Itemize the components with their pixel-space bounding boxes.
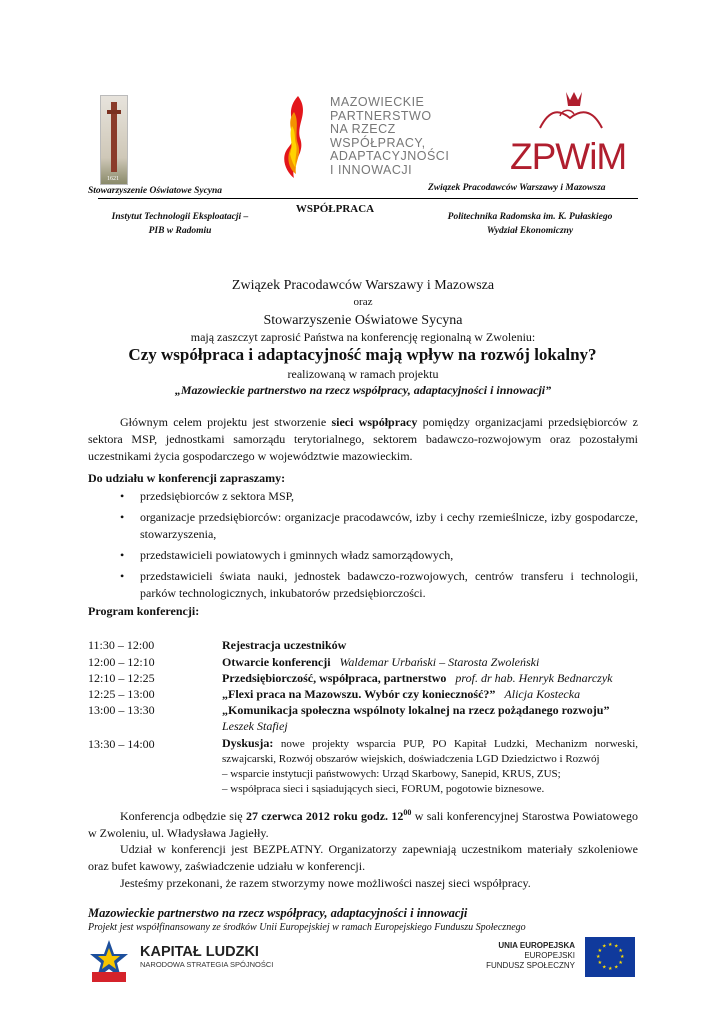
program-title: „Flexi praca na Mazowszu. Wybór czy konieczność?” [222,687,496,701]
svg-text:★: ★ [602,964,607,971]
goal-paragraph: Głównym celem projektu jest stworzenie sieci współpracy pomiędzy organizacjami przedsiębiorców z sektora MSP, jednostkami samorządu terytorialnego, sektorem badawczo-rozwojowym oraz pozostałymi uczestnikami życia gospodarczego w województwie mazowieckim. [88,415,638,463]
program-speaker: Waldemar Urbański – Starosta Zwoleński [339,655,540,669]
cooperation-label: WSPÓŁPRACA [295,203,375,215]
realized-text: realizowaną w ramach projektu [287,367,439,381]
mp-logo-text: MAZOWIECKIE PARTNERSTWO NA RZECZ WSPÓŁPRACY, ADAPTACYJNOŚCI I INNOWACJI [330,95,450,177]
svg-text:★: ★ [618,960,623,966]
program-time: 12:10 – 12:25 [88,671,155,685]
invited-list [88,488,638,606]
program-speaker: prof. dr hab. Henryk Bednarczyk [455,671,613,685]
sycyna-tower-logo [100,95,126,183]
org2-heading: Stowarzyszenie Oświatowe Sycyna [263,313,463,328]
venue-paragraph: Konferencja odbędzie się 27 czerwca 2012 roku godz. $12^{00}$ w sali konferencyjnej Starostwa Powiatowego w Zwoleniu, ul. Władysława Jagiełły. [88,808,638,840]
svg-text:★: ★ [596,954,601,960]
kapital-ludzki-logo [88,938,130,984]
program-time: 12:25 – 13:00 [88,687,155,701]
conference-title: Czy współpraca i adaptacyjność mają wpływ na rozwój lokalny? [128,345,597,364]
org1-heading: Związek Pracodawców Warszawy i Mazowsza [231,278,495,293]
belief-paragraph: Jesteśmy przekonani, że razem stworzymy nowe możliwości naszej sieci współpracy. [120,876,531,890]
zpwim-caption: Związek Pracodawców Warszawy i Mazowsza [428,183,606,193]
program-heading: Program konferencji: [88,604,200,618]
footer-cofinanced: Projekt jest współfinansowany ze środków Unii Europejskiej w ramach Europejskiego Funduszu Społecznego [88,922,526,933]
program-speaker: Leszek Stafiej [222,719,288,733]
zpwim-logo [510,88,630,188]
program-title: Rejestracja uczestników [222,638,347,652]
eu-text: UNIA EUROPEJSKA EUROPEJSKI FUNDUSZ SPOŁECZNY [486,941,575,970]
discussion-line: – wsparcie instytucji państwowych: Urząd Skarbowy, Sanepid, KRUS, ZUS; [222,768,561,780]
discussion-line: szwajcarski, Rozwój obszarów wiejskich, doświadczenia LGD Dziedzictwo i Rozwój [222,753,600,765]
eu-flag-icon [585,937,635,977]
invite-text: mają zaszczyt zaprosić Państwa na konferencję regionalną w Zwoleniu: [190,330,536,344]
project-name: „Mazowieckie partnerstwo na rzecz współpracy, adaptacyjności i innowacji” [174,383,552,397]
discussion-line: – współpraca sieci i sąsiadujących sieci, FORUM, pogotowie biznesowe. [222,783,545,795]
program-speaker: Alicja Kostecka [504,687,581,701]
program-title: „Komunikacja społeczna wspólnoty lokalnej na rzecz pożądanego rozwoju” [222,703,610,717]
svg-text:★: ★ [597,948,603,954]
partner-left: Instytut Technologii Eksploatacji – PIB w Radomiu [111,212,249,236]
kapital-ludzki-text: KAPITAŁ LUDZKI NARODOWA STRATEGIA SPÓJNOŚCI [140,944,274,969]
list-item: • przedstawicieli powiatowych i gminnych władz samorządowych, [88,547,638,564]
svg-text:★: ★ [620,954,625,960]
sycyna-caption: Stowarzyszenie Oświatowe Sycyna [88,186,223,196]
svg-text:★: ★ [614,964,619,971]
mazowieckie-partnerstwo-logo [270,92,450,182]
program-title: Przedsiębiorczość, współpraca, partnerstwo [222,671,447,685]
logo-year: 1621 [107,176,119,182]
svg-text:★: ★ [597,960,603,966]
partner-right: Politechnika Radomska im. K. Pułaskiego Wydział Ekonomiczny [447,212,613,236]
footer-project-title: Mazowieckie partnerstwo na rzecz współpracy, adaptacyjności i innowacji [88,906,468,920]
invited-heading: Do udziału w konferencji zapraszamy: [88,471,286,485]
header-divider [98,198,638,199]
program-time: 12:00 – 12:10 [88,655,155,669]
svg-text:★: ★ [614,943,619,950]
program-title: Otwarcie konferencji [222,655,331,669]
svg-text:★: ★ [608,966,613,972]
oraz-text: oraz [353,296,373,308]
discussion-line: nowe projekty wsparcia PUP, PO Kapitał Ludzki, Mechanizm norweski, [280,738,638,750]
goal-bold: sieci współpracy [331,415,418,429]
list-item: • organizacje przedsiębiorców: organizacje pracodawców, izby i cechy rzemieślnicze, izby gospodarcze, stowarzyszenia, [88,509,638,543]
svg-text:★: ★ [608,942,613,948]
list-item: • przedstawicieli świata nauki, jednostek badawczo-rozwojowych, centrów transferu i technologii, parków technologicznych, inkubatorów przedsiębiorczości. [88,568,638,602]
list-item: • przedsiębiorców z sektora MSP, [88,488,638,505]
program-time: 13:30 – 14:00 [88,737,155,751]
program-title: Dyskusja: [222,736,274,750]
svg-text:★: ★ [602,943,607,950]
program-time: 11:30 – 12:00 [88,638,155,652]
svg-text:★: ★ [618,948,623,954]
program-time: 13:00 – 13:30 [88,703,155,717]
zpwim-logo-text: ZPWiM [510,136,627,177]
venue-date: 27 czerwca 2012 roku godz. $12^{00}$ [245,808,412,823]
free-paragraph: Udział w konferencji jest BEZPŁATNY. Organizatorzy zapewniają uczestnikom materiały szkoleniowe oraz bufet kawowy, zaświadczenie udziału w konferencji. [88,842,638,873]
